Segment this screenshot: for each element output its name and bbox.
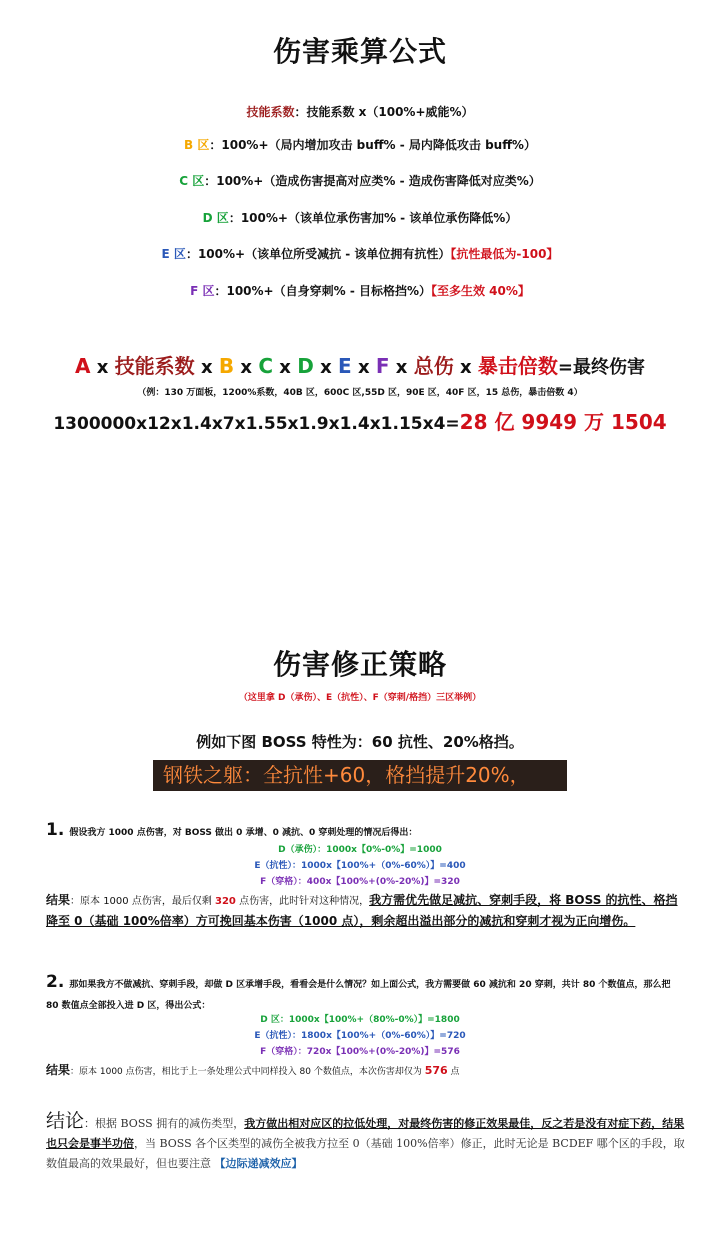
case1-result-a: ：原本 1000 点伤害，最后仅剩 [70,896,216,907]
formula-c-text: ：100%+（造成伤害提高对应类% - 造成伤害降低对应类%） [204,174,541,188]
eq-x3: x [240,357,253,378]
formula-d-label: D 区 [202,211,229,225]
formula-e [0,245,720,262]
case1-e: E（抗性）：1000x【100%+（0%-60%）】=400 [254,861,466,871]
case1-intro-text: 假设我方 1000 点伤害，对 BOSS 做出 0 承增、0 减抗、0 穿刺处理的情况后得出： [69,828,418,838]
section-title: 伤害修正策略 [272,648,447,681]
formula-f-note: 【至多生效 40%】 [431,284,530,298]
case1-d: D（承伤）：1000x【0%-0%】=1000 [278,845,442,855]
conclusion-b: ，当 BOSS 各个区类型的减伤全被我方拉至 0（基础 100%倍率）修正，此时无论是 BCDEF 哪个区的手段，取数值最高的效果最好，但也要注意 [46,1137,685,1170]
eq-x6: x [357,357,370,378]
formula-c [0,172,720,189]
eq-total: 总伤 [413,354,454,378]
page-title: 伤害乘算公式 [272,35,447,68]
eq-e: E [337,354,352,378]
formula-skill [0,103,720,120]
case2-result-a: ：原本 1000 点伤害，相比于上一条处理公式中同样投入 80 个数值点，本次伤害却仅为 [70,1067,425,1077]
case1-result [46,890,686,932]
formula-skill-text: ：技能系数 x（100%+威能%） [294,105,474,119]
formula-c-label: C 区 [179,174,205,188]
case2-intro [46,973,686,1015]
case2-f: F（穿格）：720x【100%+(0%-20%)】=576 [260,1047,460,1057]
calc-line [0,406,720,435]
conclusion-strong: 我方做出相对应区的拉低处理，对最终伤害的修正效果最佳，反之若是没有对症下药，结果也只会是事半功倍 [46,1117,685,1150]
case1-f: F（穿格）：400x【100%+(0%-20%)】=320 [260,877,460,887]
conclusion-a: ：根据 BOSS 拥有的减伤类型， [84,1117,245,1130]
case2-intro-text: 那如果我方不做减抗、穿刺手段，却做 D 区承增手段，看看会是什么情况？如上面公式，我方需要做 60 减抗和 20 穿刺，共计 80 个数值点，那么把 80 数值点全部投入进 D 区，得出公式： [46,980,671,1011]
case2-result-b: 点 [447,1067,460,1077]
formula-e-label: E 区 [161,247,186,261]
case1-intro [46,820,686,840]
case1-result-label: 结果 [46,893,71,907]
eq-result: =最终伤害 [557,357,645,378]
eq-x5: x [320,357,332,378]
case2-d: D 区：1000x【100%+（80%-0%）】=1800 [260,1015,460,1025]
eq-crit: 暴击倍数 [477,354,558,378]
eq-a: A [75,354,91,378]
section-subtitle: （这里拿 D（承伤）、E（抗性）、F（穿刺/格挡）三区举例） [238,693,482,703]
damage-equation [0,350,720,379]
eq-c: C [258,354,273,378]
example-note: （例：130 万面板，1200%系数，40B 区，600C 区,55D 区，90E 区，40F 区，15 总伤，暴击倍数 4） [137,388,583,398]
case1-num: 1. [46,820,65,840]
eq-d: D [297,354,314,378]
formula-f [0,282,720,299]
formula-b-text: ：100%+（局内增加攻击 buff% - 局内降低攻击 buff%） [209,138,536,152]
boss-trait-banner: 钢铁之躯：全抗性+60，格挡提升20%， [153,760,567,791]
eq-x7: x [395,357,408,378]
eq-skill: 技能系数 [114,354,195,378]
formula-e-note: 【抗性最低为-100】 [450,247,559,261]
eq-x8: x [459,357,472,378]
eq-x1: x [96,357,109,378]
case2-result-num: 576 [424,1064,448,1077]
formula-f-text: ：100%+（自身穿刺% - 目标格挡%） [214,284,431,298]
case2-num: 2. [46,972,65,992]
formula-b [0,136,720,153]
case2-e: E（抗性）：1800x【100%+（0%-60%）】=720 [254,1031,466,1041]
formula-d-text: ：100%+（该单位承伤害加% - 该单位承伤降低%） [228,211,518,225]
formula-f-label: F 区 [190,284,215,298]
conclusion-note: 【边际递减效应】 [214,1157,303,1170]
case1-result-b: 点伤害，此时针对这种情况， [235,896,370,907]
boss-line: 例如下图 BOSS 特性为：60 抗性、20%格挡。 [196,733,524,751]
conclusion [46,1111,694,1174]
eq-b: B [218,354,235,378]
formula-skill-label: 技能系数 [246,105,295,119]
calc-expr: 1300000x12x1.4x7x1.55x1.9x1.4x1.15x4= [53,414,460,434]
formula-d [0,209,720,226]
eq-x4: x [279,357,291,378]
eq-f: F [375,354,390,378]
conclusion-label: 结论 [46,1110,85,1132]
case2-result-label: 结果 [46,1063,71,1077]
eq-x2: x [200,357,213,378]
case1-result-num: 320 [215,896,236,907]
formula-b-label: B 区 [184,138,210,152]
formula-e-text: ：100%+（该单位所受减抗 - 该单位拥有抗性） [185,247,451,261]
case2-result [46,1061,686,1078]
calc-result: 28 亿 9949 万 1504 [459,410,667,434]
case1-result-strong: 我方需优先做足减抗、穿刺手段，将 BOSS 的抗性、格挡降至 0（基础 100%倍率）方可挽回基本伤害（1000 点），剩余超出溢出部分的减抗和穿刺才视为正向增伤。 [46,893,678,928]
